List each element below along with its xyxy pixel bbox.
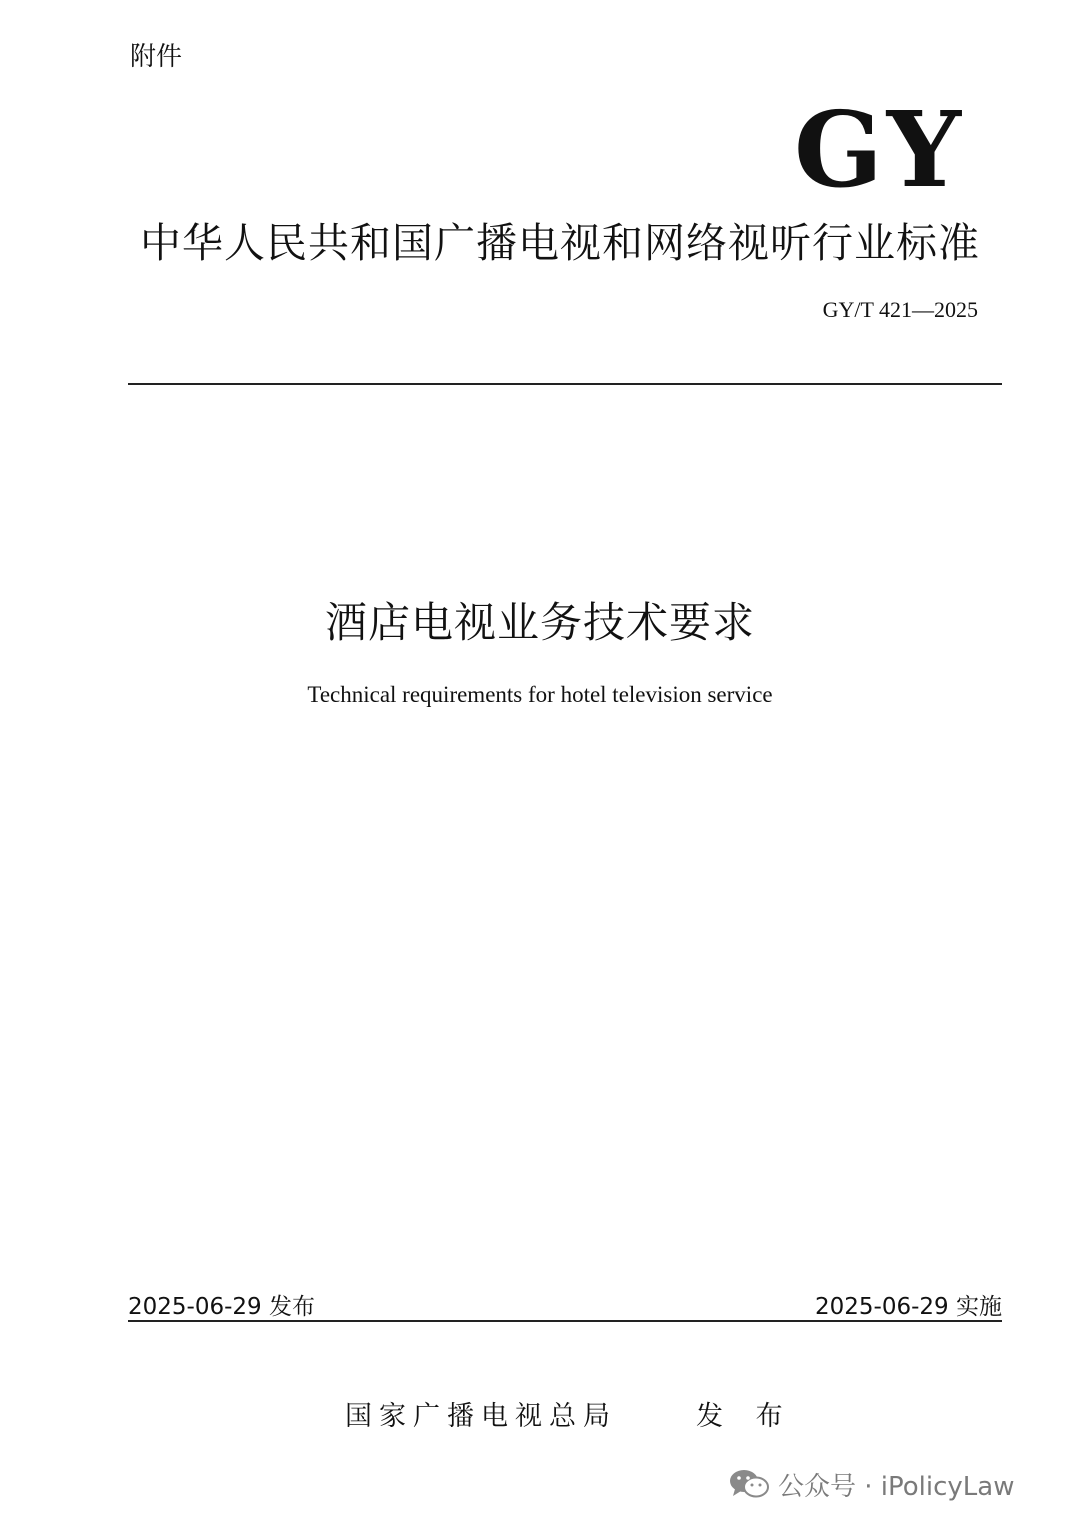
standard-number: GY/T 421—2025: [822, 297, 978, 322]
gy-logo: GY: [793, 88, 965, 211]
issue-label: 发 布: [696, 1401, 795, 1432]
header-divider: [128, 383, 1002, 385]
document-title-english: Technical requirements for hotel television service: [307, 682, 773, 707]
issuer-name: 国家广播电视总局: [345, 1401, 617, 1432]
industry-standard-title: 中华人民共和国广播电视和网络视听行业标准: [140, 219, 980, 267]
watermark: [728, 1462, 1015, 1506]
effective-date: 2025-06-29 实施: [815, 1294, 1002, 1320]
document-title: 酒店电视业务技术要求: [324, 598, 755, 647]
publish-date: 2025-06-29 发布: [128, 1294, 315, 1320]
dates-divider: [128, 1320, 1002, 1322]
watermark-text: 公众号 · iPolicyLaw: [778, 1471, 1015, 1502]
attachment-label: 附件: [130, 42, 183, 72]
wechat-icon: [728, 1467, 770, 1501]
